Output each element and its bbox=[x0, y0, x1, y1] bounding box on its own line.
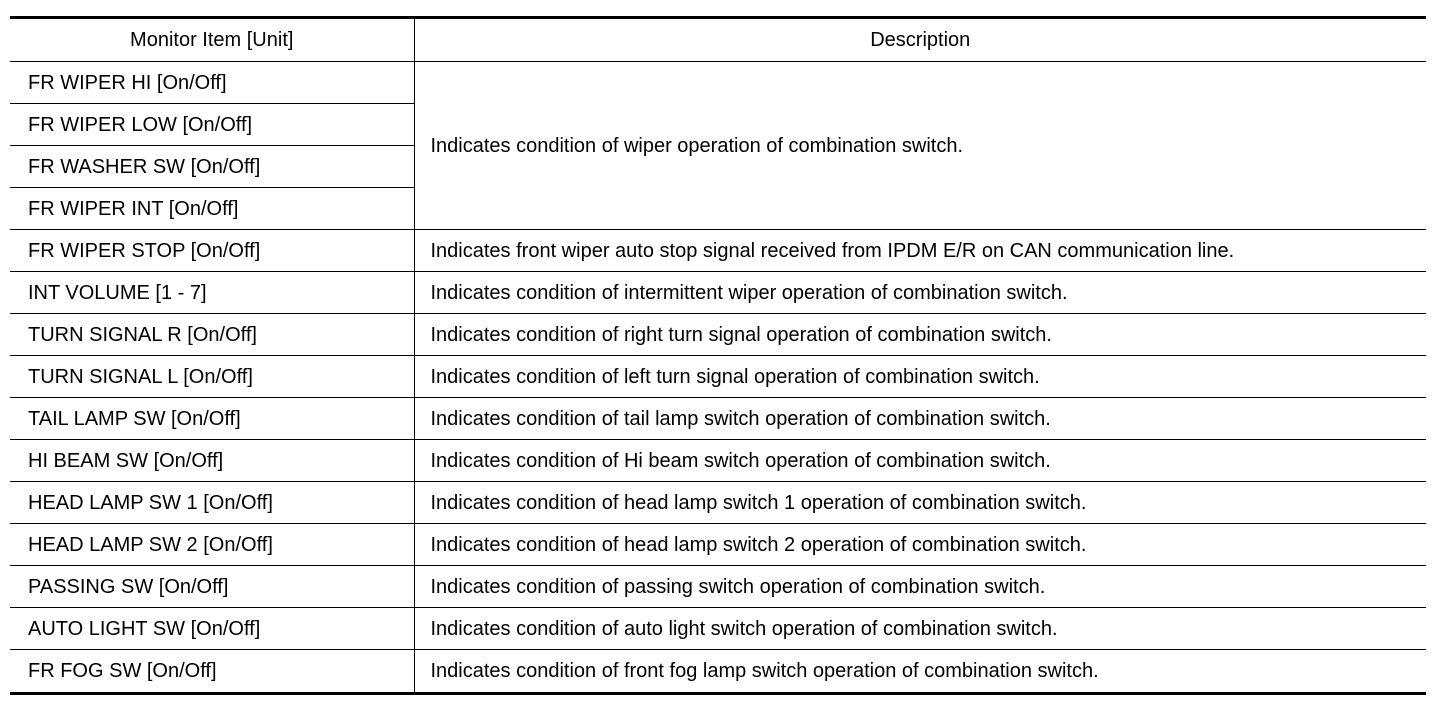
monitor-item-cell: FR WASHER SW [On/Off] bbox=[10, 146, 414, 188]
monitor-item-cell: FR WIPER INT [On/Off] bbox=[10, 188, 414, 230]
description-cell: Indicates condition of Hi beam switch operation of combination switch. bbox=[414, 440, 1426, 482]
description-cell: Indicates condition of head lamp switch 2 operation of combination switch. bbox=[414, 524, 1426, 566]
description-cell: Indicates condition of tail lamp switch operation of combination switch. bbox=[414, 398, 1426, 440]
monitor-item-cell: TURN SIGNAL L [On/Off] bbox=[10, 356, 414, 398]
description-cell: Indicates condition of head lamp switch 1 operation of combination switch. bbox=[414, 482, 1426, 524]
monitor-item-cell: INT VOLUME [1 - 7] bbox=[10, 272, 414, 314]
column-header-description: Description bbox=[414, 18, 1426, 62]
description-cell: Indicates condition of wiper operation of combination switch. bbox=[414, 62, 1426, 230]
table-row bbox=[10, 650, 1426, 694]
table-row bbox=[10, 482, 1426, 524]
description-cell: Indicates condition of right turn signal operation of combination switch. bbox=[414, 314, 1426, 356]
table-row bbox=[10, 440, 1426, 482]
description-cell: Indicates condition of left turn signal operation of combination switch. bbox=[414, 356, 1426, 398]
monitor-item-cell: AUTO LIGHT SW [On/Off] bbox=[10, 608, 414, 650]
monitor-item-cell: FR WIPER HI [On/Off] bbox=[10, 62, 414, 104]
monitor-item-cell: FR FOG SW [On/Off] bbox=[10, 650, 414, 694]
monitor-item-cell: HEAD LAMP SW 2 [On/Off] bbox=[10, 524, 414, 566]
table-row bbox=[10, 230, 1426, 272]
description-cell: Indicates condition of intermittent wiper operation of combination switch. bbox=[414, 272, 1426, 314]
table-row bbox=[10, 524, 1426, 566]
monitor-item-cell: FR WIPER LOW [On/Off] bbox=[10, 104, 414, 146]
table-row bbox=[10, 272, 1426, 314]
monitor-item-cell: PASSING SW [On/Off] bbox=[10, 566, 414, 608]
description-cell: Indicates condition of front fog lamp switch operation of combination switch. bbox=[414, 650, 1426, 694]
table-row bbox=[10, 398, 1426, 440]
description-cell: Indicates condition of auto light switch operation of combination switch. bbox=[414, 608, 1426, 650]
table-row bbox=[10, 314, 1426, 356]
monitor-item-cell: TURN SIGNAL R [On/Off] bbox=[10, 314, 414, 356]
column-header-monitor-item: Monitor Item [Unit] bbox=[10, 18, 414, 62]
monitor-item-cell: HI BEAM SW [On/Off] bbox=[10, 440, 414, 482]
table-row bbox=[10, 608, 1426, 650]
monitor-item-cell: FR WIPER STOP [On/Off] bbox=[10, 230, 414, 272]
monitor-item-table bbox=[10, 16, 1426, 695]
table-row bbox=[10, 62, 1426, 104]
table-row bbox=[10, 356, 1426, 398]
description-cell: Indicates front wiper auto stop signal received from IPDM E/R on CAN communication line. bbox=[414, 230, 1426, 272]
table-row bbox=[10, 566, 1426, 608]
monitor-item-cell: TAIL LAMP SW [On/Off] bbox=[10, 398, 414, 440]
monitor-item-cell: HEAD LAMP SW 1 [On/Off] bbox=[10, 482, 414, 524]
table-header-row bbox=[10, 18, 1426, 62]
description-cell: Indicates condition of passing switch operation of combination switch. bbox=[414, 566, 1426, 608]
